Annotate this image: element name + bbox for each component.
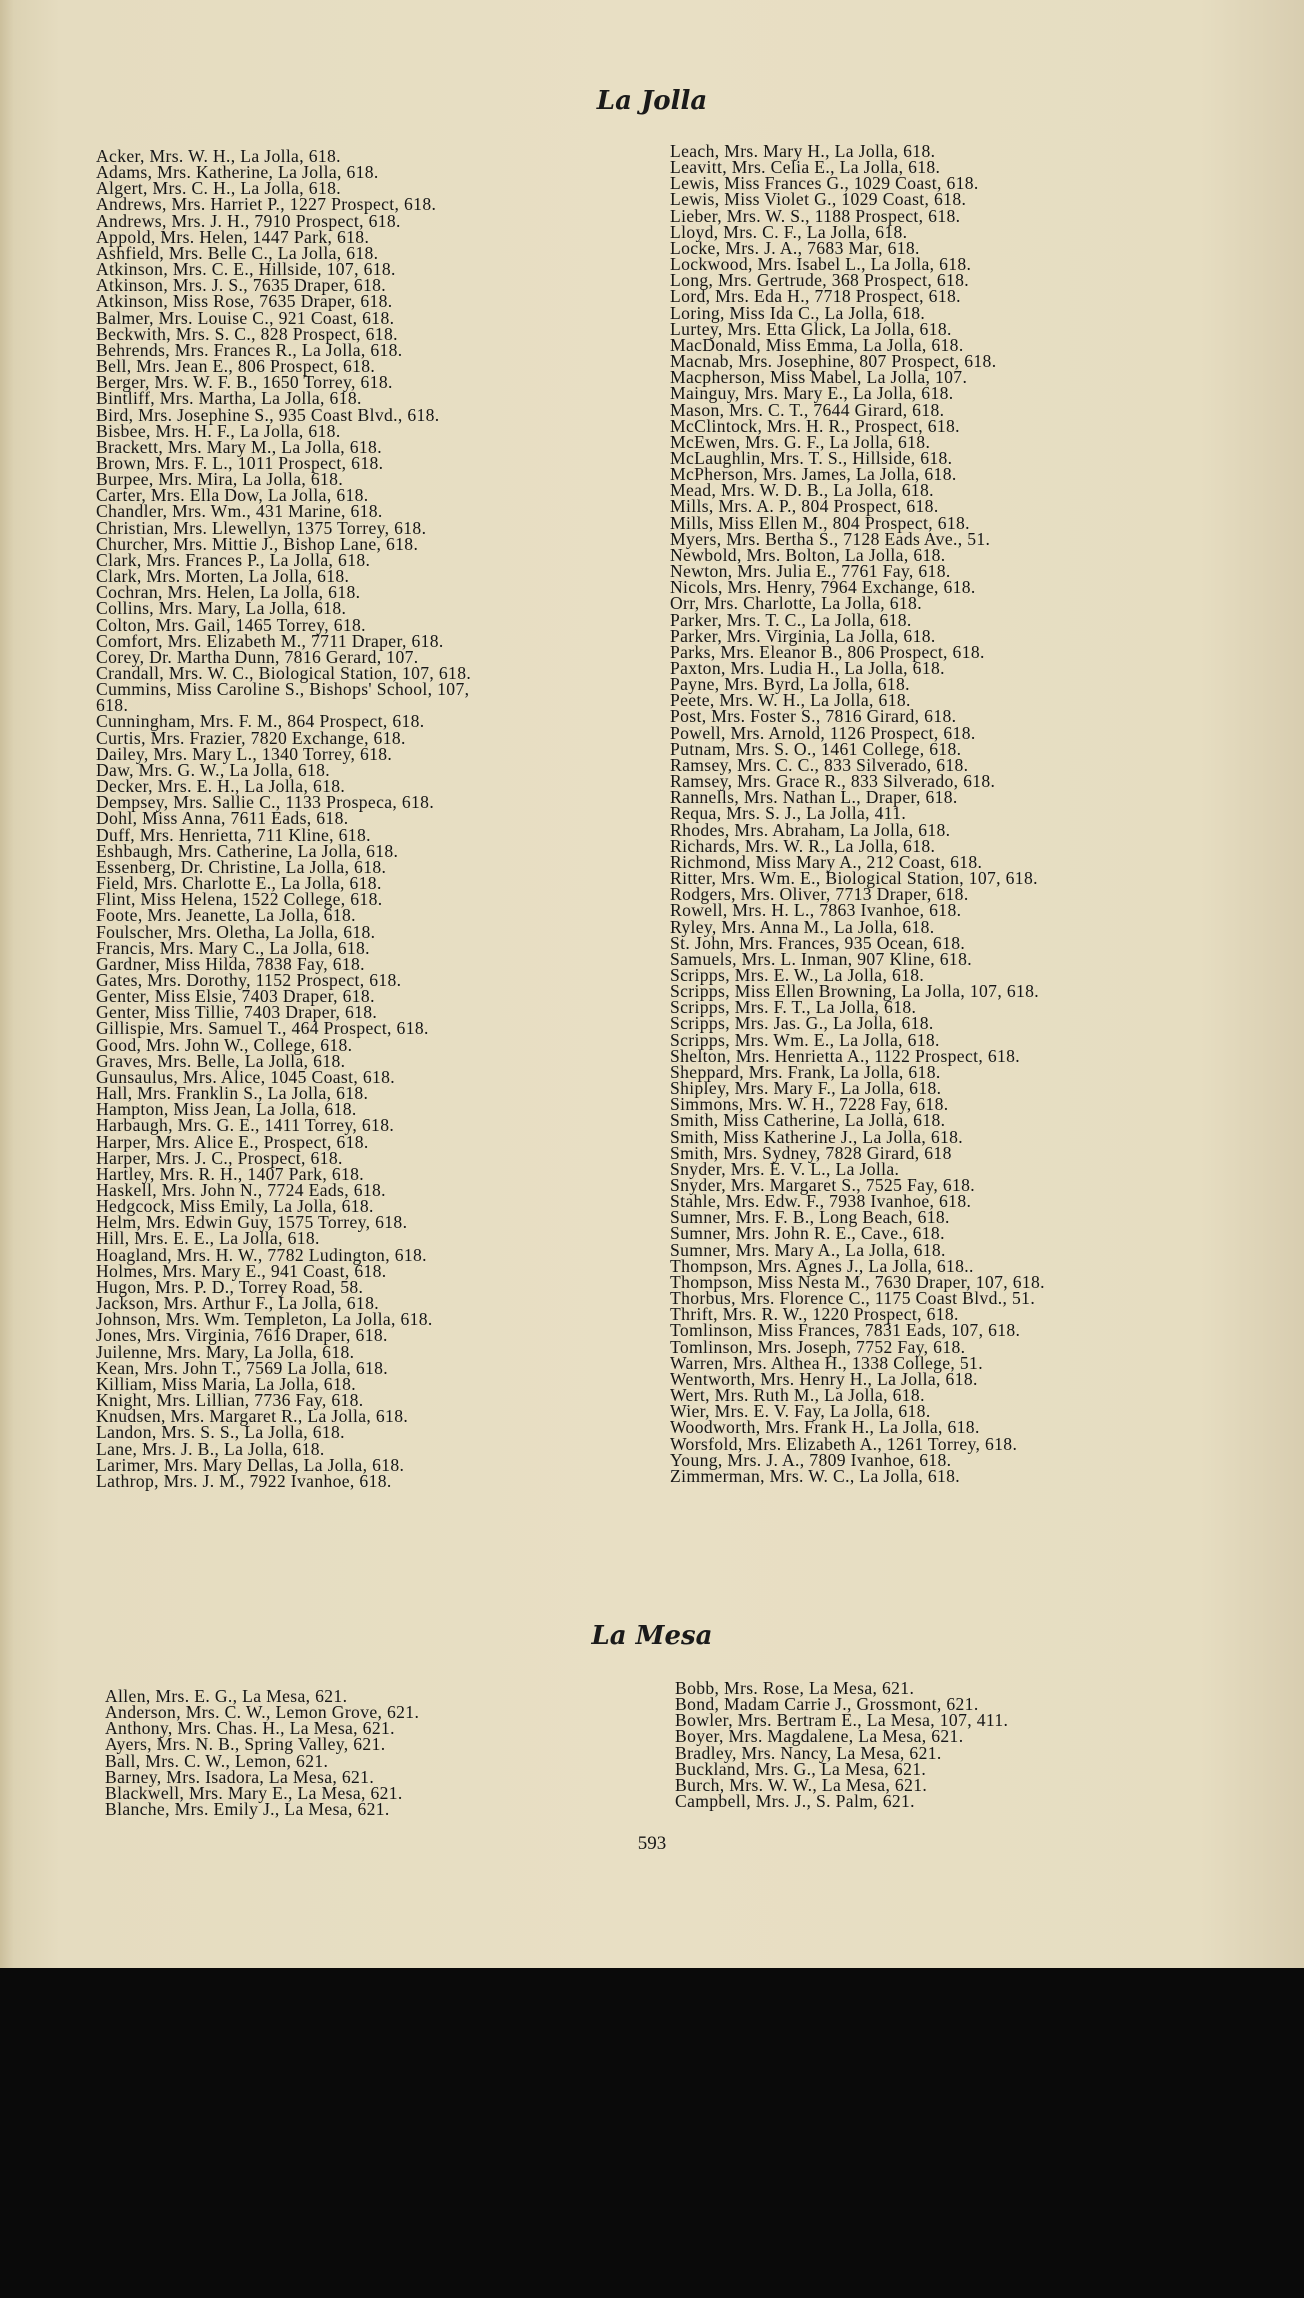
directory-entry: Allen, Mrs. E. G., La Mesa, 621.	[105, 1686, 348, 1706]
directory-entry: Haskell, Mrs. John N., 7724 Eads, 618.	[96, 1180, 386, 1200]
directory-entry: Genter, Miss Tillie, 7403 Draper, 618.	[96, 1002, 378, 1023]
directory-entry: Anderson, Mrs. C. W., Lemon Grove, 621.	[105, 1702, 420, 1723]
directory-entry: Burpee, Mrs. Mira, La Jolla, 618.	[96, 469, 344, 490]
directory-entry: Locke, Mrs. J. A., 7683 Mar, 618.	[670, 237, 920, 258]
directory-entry: Larimer, Mrs. Mary Dellas, La Jolla, 618.	[96, 1454, 405, 1475]
section-heading-la-jolla: La Jolla	[596, 86, 708, 116]
directory-entry: Daw, Mrs. G. W., La Jolla, 618.	[96, 759, 331, 780]
directory-entry: Boyer, Mrs. Magdalene, La Mesa, 621.	[675, 1726, 964, 1747]
directory-entry: Juilenne, Mrs. Mary, La Jolla, 618.	[96, 1341, 355, 1362]
directory-entry: Carter, Mrs. Ella Dow, La Jolla, 618.	[96, 485, 369, 506]
directory-entry: Harper, Mrs. J. C., Prospect, 618.	[96, 1147, 343, 1168]
directory-entry: Hartley, Mrs. R. H., 1407 Park, 618.	[96, 1163, 365, 1184]
directory-entry: Decker, Mrs. E. H., La Jolla, 618.	[96, 776, 346, 797]
directory-entry: Comfort, Mrs. Elizabeth M., 7711 Draper, 618.	[96, 630, 444, 651]
directory-entry: Snyder, Mrs. E. V. L., La Jolla.	[670, 1158, 900, 1179]
directory-entry: Sumner, Mrs. F. B., Long Beach, 618.	[670, 1207, 950, 1228]
directory-entry: Macnab, Mrs. Josephine, 807 Prospect, 618.	[670, 351, 997, 372]
section-heading-la-mesa: La Mesa	[591, 1621, 713, 1651]
directory-entry: Warren, Mrs. Althea H., 1338 College, 51.	[670, 1352, 983, 1373]
directory-entry: Lathrop, Mrs. J. M., 7922 Ivanhoe, 618.	[96, 1470, 392, 1491]
directory-entry: Gates, Mrs. Dorothy, 1152 Prospect, 618.	[96, 969, 402, 990]
directory-entry: Atkinson, Mrs. C. E., Hillside, 107, 618.	[96, 259, 396, 280]
directory-entry: Balmer, Mrs. Louise C., 921 Coast, 618.	[96, 307, 395, 328]
directory-entry: Requa, Mrs. S. J., La Jolla, 411.	[670, 803, 907, 824]
directory-entry: Young, Mrs. J. A., 7809 Ivanhoe, 618.	[670, 1449, 952, 1470]
directory-entry: Smith, Miss Catherine, La Jolla, 618.	[670, 1110, 946, 1131]
directory-entry: Jackson, Mrs. Arthur F., La Jolla, 618.	[96, 1293, 379, 1314]
directory-entry: Bond, Madam Carrie J., Grossmont, 621.	[675, 1694, 979, 1715]
directory-entry: Mason, Mrs. C. T., 7644 Girard, 618.	[670, 399, 945, 420]
directory-entry: Thorbus, Mrs. Florence C., 1175 Coast Blvd., 51.	[670, 1288, 1036, 1309]
directory-entry: Zimmerman, Mrs. W. C., La Jolla, 618.	[670, 1465, 961, 1486]
directory-entry: Ryley, Mrs. Anna M., La Jolla, 618.	[670, 916, 935, 937]
directory-entry: Wentworth, Mrs. Henry H., La Jolla, 618.	[670, 1368, 978, 1389]
directory-entry: Tomlinson, Mrs. Joseph, 7752 Fay, 618.	[670, 1336, 966, 1357]
directory-entry: Macpherson, Miss Mabel, La Jolla, 107.	[670, 367, 968, 388]
directory-entry: Chandler, Mrs. Wm., 431 Marine, 618.	[96, 501, 383, 522]
directory-entry: Churcher, Mrs. Mittie J., Bishop Lane, 618.	[96, 533, 419, 554]
directory-entry: Bird, Mrs. Josephine S., 935 Coast Blvd., 618.	[96, 404, 440, 425]
directory-entry: Scripps, Mrs. Wm. E., La Jolla, 618.	[670, 1029, 940, 1050]
directory-entry: Bowler, Mrs. Bertram E., La Mesa, 107, 411.	[675, 1710, 1009, 1731]
directory-entry: Mills, Miss Ellen M., 804 Prospect, 618.	[670, 512, 970, 533]
directory-entry: Harper, Mrs. Alice E., Prospect, 618.	[96, 1131, 369, 1152]
directory-entry: Rhodes, Mrs. Abraham, La Jolla, 618.	[670, 819, 951, 840]
directory-entry: Bisbee, Mrs. H. F., La Jolla, 618.	[96, 420, 341, 441]
directory-entry: Dohl, Miss Anna, 7611 Eads, 618.	[96, 808, 349, 829]
directory-entry: McEwen, Mrs. G. F., La Jolla, 618.	[670, 431, 931, 452]
directory-entry: Genter, Miss Elsie, 7403 Draper, 618.	[96, 986, 375, 1007]
directory-entry: Adams, Mrs. Katherine, La Jolla, 618.	[96, 162, 379, 183]
directory-entry: Ritter, Mrs. Wm. E., Biological Station, 107, 618.	[670, 868, 1038, 889]
directory-entry: Wier, Mrs. E. V. Fay, La Jolla, 618.	[670, 1401, 931, 1422]
directory-entry: 618.	[96, 695, 129, 716]
directory-entry: Worsfold, Mrs. Elizabeth A., 1261 Torrey, 618.	[670, 1433, 1018, 1454]
directory-entry: Post, Mrs. Foster S., 7816 Girard, 618.	[670, 706, 957, 727]
directory-entry: Landon, Mrs. S. S., La Jolla, 618.	[96, 1422, 345, 1443]
directory-entry: Orr, Mrs. Charlotte, La Jolla, 618.	[670, 593, 922, 614]
directory-entry: Andrews, Mrs. Harriet P., 1227 Prospect, 618.	[96, 194, 437, 215]
directory-entry: Powell, Mrs. Arnold, 1126 Prospect, 618.	[670, 722, 976, 743]
directory-entry: Johnson, Mrs. Wm. Templeton, La Jolla, 618.	[96, 1309, 433, 1330]
directory-entry: Cochran, Mrs. Helen, La Jolla, 618.	[96, 582, 361, 603]
directory-entry: Thompson, Mrs. Agnes J., La Jolla, 618..	[670, 1255, 974, 1276]
directory-entry: Parker, Mrs. T. C., La Jolla, 618.	[670, 609, 912, 630]
directory-entry: Woodworth, Mrs. Frank H., La Jolla, 618.	[670, 1417, 980, 1438]
directory-entry: Atkinson, Miss Rose, 7635 Draper, 618.	[96, 291, 393, 312]
directory-entry: Essenberg, Dr. Christine, La Jolla, 618.	[96, 856, 387, 877]
directory-entry: Myers, Mrs. Bertha S., 7128 Eads Ave., 51.	[670, 528, 991, 549]
directory-entry: Smith, Miss Katherine J., La Jolla, 618.	[670, 1126, 964, 1147]
directory-entry: Lieber, Mrs. W. S., 1188 Prospect, 618.	[670, 205, 961, 226]
directory-entry: Tomlinson, Miss Frances, 7831 Eads, 107, 618.	[670, 1320, 1021, 1341]
directory-entry: Samuels, Mrs. L. Inman, 907 Kline, 618.	[670, 948, 972, 969]
directory-entry: Sumner, Mrs. Mary A., La Jolla, 618.	[670, 1239, 946, 1260]
directory-entry: Holmes, Mrs. Mary E., 941 Coast, 618.	[96, 1260, 387, 1281]
directory-entry: McClintock, Mrs. H. R., Prospect, 618.	[670, 415, 960, 436]
directory-entry: Lewis, Miss Frances G., 1029 Coast, 618.	[670, 173, 979, 194]
directory-entry: Algert, Mrs. C. H., La Jolla, 618.	[96, 178, 341, 199]
directory-entry: Cummins, Miss Caroline S., Bishops' School, 107,	[96, 679, 470, 700]
directory-entry: Hoagland, Mrs. H. W., 7782 Ludington, 618.	[96, 1244, 427, 1265]
directory-entry: Collins, Mrs. Mary, La Jolla, 618.	[96, 598, 347, 619]
directory-entry: Hedgcock, Miss Emily, La Jolla, 618.	[96, 1196, 374, 1217]
directory-entry: Lurtey, Mrs. Etta Glick, La Jolla, 618.	[670, 318, 952, 339]
directory-entry: Ramsey, Mrs. C. C., 833 Silverado, 618.	[670, 754, 969, 775]
directory-entry: Hall, Mrs. Franklin S., La Jolla, 618.	[96, 1083, 369, 1104]
directory-entry: Dailey, Mrs. Mary L., 1340 Torrey, 618.	[96, 743, 393, 764]
directory-entry: Loring, Miss Ida C., La Jolla, 618.	[670, 302, 926, 323]
directory-entry: Behrends, Mrs. Frances R., La Jolla, 618.	[96, 339, 403, 360]
directory-entry: Hampton, Miss Jean, La Jolla, 618.	[96, 1099, 357, 1120]
directory-entry: Atkinson, Mrs. J. S., 7635 Draper, 618.	[96, 275, 387, 296]
directory-entry: Newbold, Mrs. Bolton, La Jolla, 618.	[670, 544, 946, 565]
directory-entry: Nicols, Mrs. Henry, 7964 Exchange, 618.	[670, 577, 976, 598]
directory-entry: Parks, Mrs. Eleanor B., 806 Prospect, 618.	[670, 641, 985, 662]
directory-entry: Thrift, Mrs. R. W., 1220 Prospect, 618.	[670, 1304, 959, 1325]
directory-entry: Lockwood, Mrs. Isabel L., La Jolla, 618.	[670, 254, 972, 275]
directory-entry: Francis, Mrs. Mary C., La Jolla, 618.	[96, 937, 370, 958]
directory-entry: Leach, Mrs. Mary H., La Jolla, 618.	[670, 141, 936, 161]
directory-entry: MacDonald, Miss Emma, La Jolla, 618.	[670, 334, 964, 355]
directory-entry: Bradley, Mrs. Nancy, La Mesa, 621.	[675, 1742, 942, 1763]
directory-entry: Field, Mrs. Charlotte E., La Jolla, 618.	[96, 873, 382, 894]
directory-entry: Richards, Mrs. W. R., La Jolla, 618.	[670, 835, 936, 856]
directory-entry: Eshbaugh, Mrs. Catherine, La Jolla, 618.	[96, 840, 399, 861]
directory-entry: Campbell, Mrs. J., S. Palm, 621.	[675, 1791, 915, 1812]
directory-entry: Colton, Mrs. Gail, 1465 Torrey, 618.	[96, 614, 366, 635]
directory-entry: Bintliff, Mrs. Martha, La Jolla, 618.	[96, 388, 362, 409]
directory-entry: Lord, Mrs. Eda H., 7718 Prospect, 618.	[670, 286, 961, 307]
directory-entry: Richmond, Miss Mary A., 212 Coast, 618.	[670, 851, 983, 872]
directory-entry: Simmons, Mrs. W. H., 7228 Fay, 618.	[670, 1094, 949, 1115]
directory-entry: Good, Mrs. John W., College, 618.	[96, 1034, 353, 1055]
directory-entry: Smith, Mrs. Sydney, 7828 Girard, 618	[670, 1142, 952, 1163]
directory-entry: Beckwith, Mrs. S. C., 828 Prospect, 618.	[96, 323, 398, 344]
directory-entry: Bobb, Mrs. Rose, La Mesa, 621.	[675, 1678, 915, 1698]
directory-entry: Bell, Mrs. Jean E., 806 Prospect, 618.	[96, 356, 376, 377]
directory-entry: Curtis, Mrs. Frazier, 7820 Exchange, 618.	[96, 727, 406, 748]
directory-entry: Paxton, Mrs. Ludia H., La Jolla, 618.	[670, 658, 945, 678]
directory-entry: Scripps, Mrs. Jas. G., La Jolla, 618.	[670, 1013, 934, 1034]
directory-entry: Sheppard, Mrs. Frank, La Jolla, 618.	[670, 1061, 941, 1082]
directory-entry: Appold, Mrs. Helen, 1447 Park, 618.	[96, 226, 370, 247]
directory-entry: Foote, Mrs. Jeanette, La Jolla, 618.	[96, 905, 356, 926]
directory-entry: McPherson, Mrs. James, La Jolla, 618.	[670, 464, 957, 485]
directory-entry: Ashfield, Mrs. Belle C., La Jolla, 618.	[96, 242, 379, 263]
directory-entry: Ayers, Mrs. N. B., Spring Valley, 621.	[105, 1734, 386, 1755]
directory-entry: Scripps, Miss Ellen Browning, La Jolla, 107, 618.	[670, 981, 1040, 1002]
directory-entry: Parker, Mrs. Virginia, La Jolla, 618.	[670, 625, 936, 646]
directory-entry: Ramsey, Mrs. Grace R., 833 Silverado, 618.	[670, 771, 996, 792]
directory-entry: Gunsaulus, Mrs. Alice, 1045 Coast, 618.	[96, 1066, 396, 1087]
directory-entry: Anthony, Mrs. Chas. H., La Mesa, 621.	[105, 1718, 395, 1739]
directory-entry: Shipley, Mrs. Mary F., La Jolla, 618.	[670, 1078, 942, 1099]
directory-entry: Lane, Mrs. J. B., La Jolla, 618.	[96, 1438, 325, 1459]
directory-entry: Blackwell, Mrs. Mary E., La Mesa, 621.	[105, 1782, 403, 1803]
directory-entry: Jones, Mrs. Virginia, 7616 Draper, 618.	[96, 1325, 388, 1346]
directory-entry: McLaughlin, Mrs. T. S., Hillside, 618.	[670, 447, 953, 468]
directory-entry: Graves, Mrs. Belle, La Jolla, 618.	[96, 1050, 346, 1071]
directory-entry: Killiam, Miss Maria, La Jolla, 618.	[96, 1373, 356, 1394]
directory-entry: Knudsen, Mrs. Margaret R., La Jolla, 618.	[96, 1406, 409, 1427]
directory-entry: Wert, Mrs. Ruth M., La Jolla, 618.	[670, 1385, 925, 1406]
directory-entry: Knight, Mrs. Lillian, 7736 Fay, 618.	[96, 1390, 364, 1411]
directory-entry: Barney, Mrs. Isadora, La Mesa, 621.	[105, 1766, 375, 1787]
directory-entry: Rowell, Mrs. H. L., 7863 Ivanhoe, 618.	[670, 900, 962, 921]
scan-background	[0, 1968, 1304, 2298]
directory-entry: Putnam, Mrs. S. O., 1461 College, 618.	[670, 738, 962, 759]
directory-entry: Crandall, Mrs. W. C., Biological Station, 107, 618.	[96, 663, 472, 683]
page-number: 593	[637, 1833, 667, 1854]
directory-entry: Mainguy, Mrs. Mary E., La Jolla, 618.	[670, 383, 954, 404]
directory-entry: Mills, Mrs. A. P., 804 Prospect, 618.	[670, 496, 939, 517]
directory-entry: Newton, Mrs. Julia E., 7761 Fay, 618.	[670, 561, 951, 582]
directory-entry: Sumner, Mrs. John R. E., Cave., 618.	[670, 1223, 945, 1244]
directory-entry: Hugon, Mrs. P. D., Torrey Road, 58.	[96, 1276, 364, 1297]
directory-entry: Lewis, Miss Violet G., 1029 Coast, 618.	[670, 189, 967, 210]
directory-entry: Clark, Mrs. Morten, La Jolla, 618.	[96, 566, 350, 587]
directory-entry: Gillispie, Mrs. Samuel T., 464 Prospect, 618.	[96, 1018, 429, 1039]
directory-entry: Gardner, Miss Hilda, 7838 Fay, 618.	[96, 953, 365, 974]
directory-entry: Rannells, Mrs. Nathan L., Draper, 618.	[670, 787, 958, 808]
la-mesa-left-column	[105, 1686, 420, 1820]
directory-entry: Scripps, Mrs. F. T., La Jolla, 618.	[670, 997, 917, 1018]
directory-entry: Flint, Miss Helena, 1522 College, 618.	[96, 889, 383, 910]
directory-entry: Acker, Mrs. W. H., La Jolla, 618.	[96, 146, 341, 166]
directory-entry: Peete, Mrs. W. H., La Jolla, 618.	[670, 690, 911, 711]
directory-entry: Cunningham, Mrs. F. M., 864 Prospect, 618.	[96, 711, 425, 732]
directory-entry: Long, Mrs. Gertrude, 368 Prospect, 618.	[670, 270, 970, 291]
directory-entry: Ball, Mrs. C. W., Lemon, 621.	[105, 1750, 329, 1771]
directory-entry: Payne, Mrs. Byrd, La Jolla, 618.	[670, 674, 910, 695]
directory-entry: Helm, Mrs. Edwin Guy, 1575 Torrey, 618.	[96, 1212, 408, 1233]
directory-entry: Scripps, Mrs. E. W., La Jolla, 618.	[670, 964, 925, 985]
directory-entry: Leavitt, Mrs. Celia E., La Jolla, 618.	[670, 157, 941, 178]
directory-entry: Stahle, Mrs. Edw. F., 7938 Ivanhoe, 618.	[670, 1191, 972, 1212]
directory-entry: Duff, Mrs. Henrietta, 711 Kline, 618.	[96, 824, 371, 845]
directory-entry: Burch, Mrs. W. W., La Mesa, 621.	[675, 1774, 928, 1795]
directory-entry: Corey, Dr. Martha Dunn, 7816 Gerard, 107.	[96, 646, 419, 667]
la-jolla-left-column	[96, 148, 471, 1489]
directory-entry: Andrews, Mrs. J. H., 7910 Prospect, 618.	[96, 210, 401, 231]
directory-entry: Buckland, Mrs. G., La Mesa, 621.	[675, 1758, 927, 1779]
la-jolla-right-column	[670, 143, 1045, 1484]
directory-entry: Lloyd, Mrs. C. F., La Jolla, 618.	[670, 221, 908, 242]
directory-entry: Snyder, Mrs. Margaret S., 7525 Fay, 618.	[670, 1175, 976, 1195]
directory-entry: Mead, Mrs. W. D. B., La Jolla, 618.	[670, 480, 934, 501]
directory-entry: Brown, Mrs. F. L., 1011 Prospect, 618.	[96, 452, 384, 473]
directory-entry: Berger, Mrs. W. F. B., 1650 Torrey, 618.	[96, 372, 393, 393]
directory-entry: Dempsey, Mrs. Sallie C., 1133 Prospeca, 618.	[96, 792, 435, 813]
directory-entry: St. John, Mrs. Frances, 935 Ocean, 618.	[670, 932, 966, 953]
directory-entry: Kean, Mrs. John T., 7569 La Jolla, 618.	[96, 1357, 389, 1378]
directory-entry: Foulscher, Mrs. Oletha, La Jolla, 618.	[96, 921, 376, 942]
directory-entry: Brackett, Mrs. Mary M., La Jolla, 618.	[96, 436, 382, 457]
directory-entry: Hill, Mrs. E. E., La Jolla, 618.	[96, 1228, 320, 1249]
la-mesa-right-column	[675, 1678, 1009, 1812]
directory-entry: Thompson, Miss Nesta M., 7630 Draper, 107, 618.	[670, 1271, 1045, 1292]
directory-entry: Shelton, Mrs. Henrietta A., 1122 Prospect, 618.	[670, 1045, 1021, 1066]
directory-entry: Rodgers, Mrs. Oliver, 7713 Draper, 618.	[670, 884, 969, 905]
directory-entry: Blanche, Mrs. Emily J., La Mesa, 621.	[105, 1799, 390, 1820]
directory-entry: Christian, Mrs. Llewellyn, 1375 Torrey, 618.	[96, 517, 427, 538]
directory-entry: Clark, Mrs. Frances P., La Jolla, 618.	[96, 549, 371, 570]
directory-entry: Harbaugh, Mrs. G. E., 1411 Torrey, 618.	[96, 1115, 395, 1136]
